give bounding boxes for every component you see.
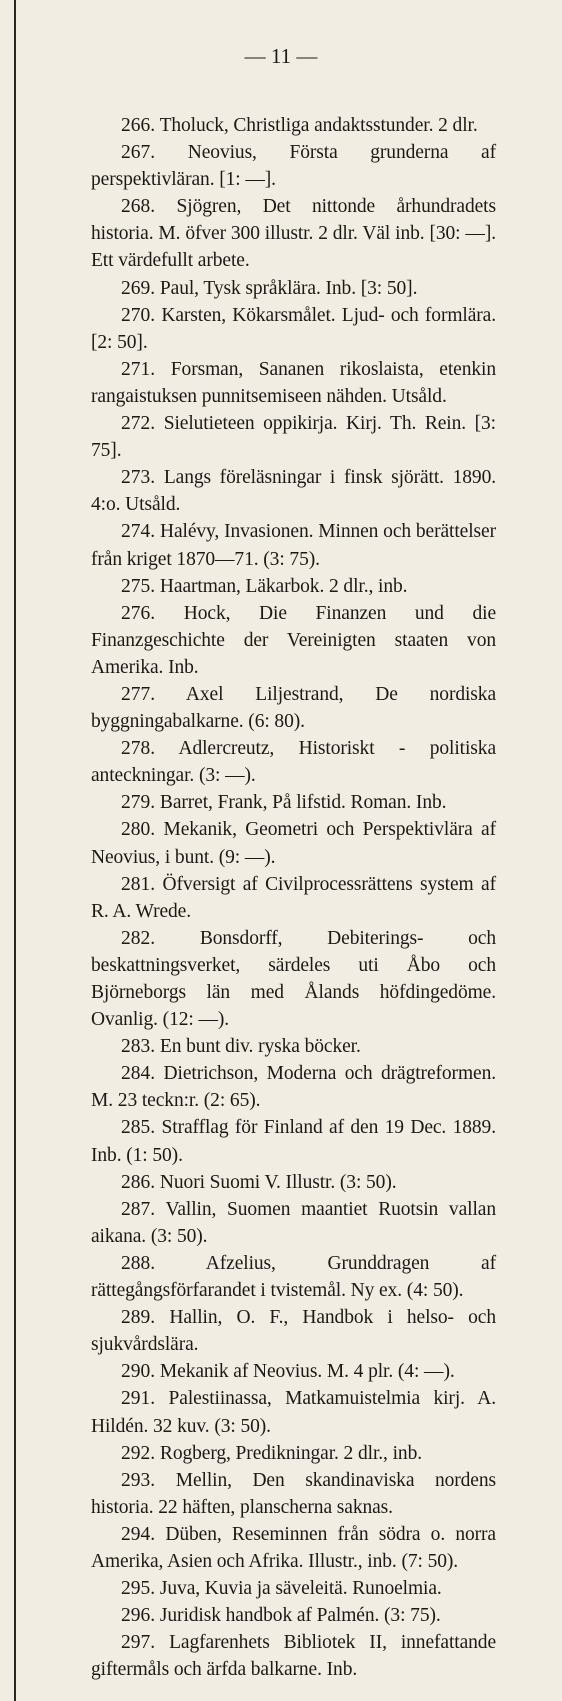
entry-number: 294. [121,1523,156,1545]
entry-text: Mekanik af Neovius. M. 4 plr. (4: —). [159,1361,455,1383]
page-spine-line [14,0,16,1701]
page-number: — 11 — [244,44,318,68]
entry-number: 286. [121,1171,156,1193]
entry-number: 267. [121,142,156,164]
entry-text: Haartman, Läkarbok. 2 dlr., inb. [159,575,408,597]
catalogue-entry [91,1304,496,1358]
entry-number: 290. [121,1361,156,1383]
catalogue-entry [91,1196,496,1250]
catalogue-entry [91,1358,496,1385]
entry-text: Afzelius, Grunddragen af rättegångsförfarandet i tvistemål. Ny ex. (4: 50). [91,1252,496,1302]
catalogue-entry [91,112,496,139]
catalogue-entry [91,573,496,600]
entry-text: Forsman, Sananen rikoslaista, etenkin rangaistuksen punnitsemiseen nähden. Utsåld. [91,358,496,407]
entry-number: 296. [121,1605,156,1627]
catalogue-entry [91,302,496,356]
entry-number: 273. [121,467,156,489]
catalogue-entry [91,518,496,572]
entry-text: Mekanik, Geometri och Perspektivlära af Neovius, i bunt. (9: —). [91,819,496,868]
catalogue-entry [91,871,496,925]
catalogue-entry [91,139,496,193]
entry-text: Juva, Kuvia ja säveleitä. Runoelmia. [159,1578,442,1600]
catalogue-entry [91,1629,496,1683]
entry-number: 288. [121,1252,156,1274]
catalogue-entry [91,1250,496,1304]
entry-text: Vallin, Suomen maantiet Ruotsin vallan aikana. (3: 50). [91,1198,496,1247]
entry-number: 272. [121,413,156,435]
entry-number: 268. [121,196,156,218]
entry-number: 283. [121,1036,156,1058]
entry-number: 274. [121,521,156,543]
entry-number: 269. [121,277,156,299]
catalogue-entry [91,925,496,1033]
catalogue-entry [91,1033,496,1060]
entry-number: 271. [121,358,156,380]
entry-text: Lagfarenhets Bibliotek II, innefattande giftermåls och ärfda balkarne. Inb. [91,1632,497,1681]
entry-text: Nuori Suomi V. Illustr. (3: 50). [159,1171,397,1193]
entry-number: 291. [121,1388,156,1410]
entry-text: En bunt div. ryska böcker. [159,1036,361,1058]
entry-number: 285. [121,1117,156,1139]
entry-number: 295. [121,1578,156,1600]
catalogue-entry [91,735,496,789]
catalogue-entry [91,600,496,681]
entry-text: Hallin, O. F., Handbok i helso- och sjukvårdslära. [91,1307,497,1356]
entry-number: 275. [121,575,156,597]
catalogue-entry [91,356,496,410]
entry-number: 266. [121,115,156,136]
entry-text: Tholuck, Christliga andaktsstunder. 2 dlr. [159,115,478,136]
catalogue-entry [91,1440,496,1467]
catalogue-entry [91,1521,496,1575]
catalogue-entry [91,464,496,518]
entry-number: 278. [121,738,156,760]
catalogue-entry [91,1169,496,1196]
entry-text: Barret, Frank, På lifstid. Roman. Inb. [159,792,447,814]
entry-text: Sjögren, Det nittonde århundradets historia. M. öfver 300 illustr. 2 dlr. Väl inb. [30: —]. Ett värdefullt arbete. [91,196,496,272]
entry-number: 284. [121,1063,156,1085]
catalogue-entry [91,1114,496,1168]
entry-number: 289. [121,1307,156,1329]
catalogue-entry [91,789,496,816]
entry-text: Karsten, Kökarsmålet. Ljud- och formlära. [2: 50]. [91,304,496,353]
catalogue-entry [91,193,496,274]
entry-text: Juridisk handbok af Palmén. (3: 75). [159,1605,441,1627]
entry-text: Sielutieteen oppikirja. Kirj. Th. Rein. [3: 75]. [91,413,496,462]
entry-text: Langs föreläsningar i finsk sjörätt. 1890. 4:o. Utsåld. [91,467,497,516]
entry-text: Halévy, Invasionen. Minnen och berättelser från kriget 1870—71. (3: 75). [91,521,496,570]
catalogue-entry [91,1385,496,1439]
entry-text: Hock, Die Finanzen und die Finanzgeschichte der Vereinigten staaten von Amerika. Inb. [91,602,496,678]
entry-text: Palestiinassa, Matkamuistelmia kirj. A. Hildén. 32 kuv. (3: 50). [91,1388,497,1437]
entry-number: 276. [121,602,156,624]
entry-text: Dietrichson, Moderna och drägtreformen. M. 23 teckn:r. (2: 65). [91,1063,496,1112]
entry-number: 277. [121,683,156,705]
entry-number: 293. [121,1469,156,1491]
entry-text: Bonsdorff, Debiterings- och beskattningsverket, särdeles uti Åbo och Björneborgs län med Ålands höfdingedöme. Ovanlig. (12: —). [91,927,496,1031]
entry-text: Adlercreutz, Historiskt - politiska anteckningar. (3: —). [91,738,496,787]
catalogue-entry [91,1575,496,1602]
catalogue-entry [91,1060,496,1114]
catalogue-entry [91,816,496,870]
entry-number: 280. [121,819,156,841]
entry-number: 297. [121,1632,156,1654]
entry-text: Neovius, Första grunderna af perspektivläran. [1: —]. [91,142,496,191]
entry-number: 279. [121,792,156,814]
entry-text: Axel Liljestrand, De nordiska byggningabalkarne. (6: 80). [91,683,497,733]
entry-number: 281. [121,873,156,895]
entry-text: Mellin, Den skandinaviska nordens historia. 22 häften, planscherna saknas. [91,1469,496,1518]
entry-text: Düben, Reseminnen från södra o. norra Amerika, Asien och Afrika. Illustr., inb. (7: 50). [91,1523,496,1572]
entry-text: Rogberg, Predikningar. 2 dlr., inb. [159,1442,422,1464]
catalogue-entry [91,681,496,735]
entry-text: Paul, Tysk språklära. Inb. [3: 50]. [159,277,418,299]
catalogue-entry [91,1467,496,1521]
entry-number: 292. [121,1442,156,1464]
catalogue-entry [91,275,496,302]
catalogue-entry [91,410,496,464]
catalogue-entry [91,1602,496,1629]
entry-text: Öfversigt af Civilprocessrättens system af R. A. Wrede. [91,873,496,922]
entry-number: 287. [121,1198,156,1220]
catalogue-entries [91,112,496,1683]
entry-number: 270. [121,304,156,326]
entry-number: 282. [121,927,156,949]
entry-text: Strafflag för Finland af den 19 Dec. 1889. Inb. (1: 50). [91,1117,496,1166]
